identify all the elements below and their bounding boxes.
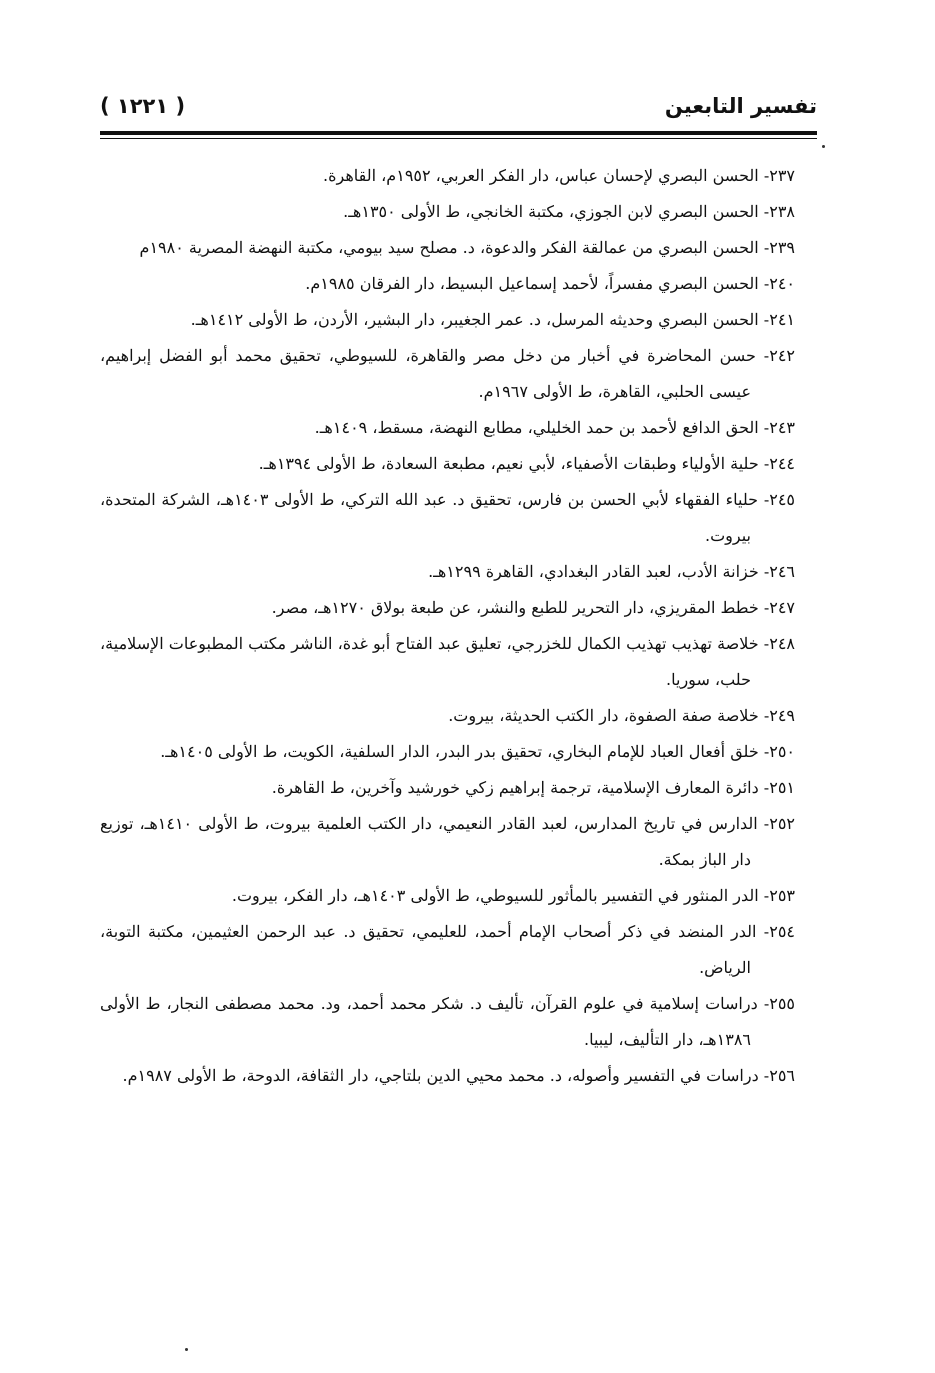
entry-number: ٢٥٠	[769, 742, 795, 761]
entry-text: - الحسن البصري وحديثه المرسل، د. عمر الجغيبر، دار البشير، الأردن، ط الأولى ١٤١٢هـ.	[190, 310, 770, 329]
entry-text: - الحسن البصري من عمالقة الفكر والدعوة، د. مصلح سيد بيومي، مكتبة النهضة المصرية ١٩٨٠م	[139, 238, 770, 257]
entry-text: - خلق أفعال العباد للإمام البخاري، تحقيق بدر البدر، الدار السلفية، الكويت، ط الأولى ١٤٠٥هـ.	[160, 742, 770, 761]
bibliography-entry	[100, 230, 795, 266]
bibliography-entry	[100, 194, 795, 230]
entry-number: ٢٣٨	[769, 202, 795, 221]
page-number: ( ١٢٢١ )	[100, 94, 186, 118]
header-rule-thick	[100, 131, 817, 135]
entry-text: - حلياء الفقهاء لأبي الحسن بن فارس، تحقيق د. عبد الله التركي، ط الأولى ١٤٠٣هـ، الشركة المتحدة، بيروت.	[100, 490, 770, 545]
bibliography-entry	[100, 302, 795, 338]
entry-text: - خطط المقريزي، دار التحرير للطبع والنشر، عن طبعة بولاق ١٢٧٠هـ، مصر.	[271, 598, 770, 617]
entry-number: ٢٥٢	[769, 814, 795, 833]
entry-text: - خلاصة تهذيب تهذيب الكمال للخزرجي، تعليق عبد الفتاح أبو غدة، الناشر مكتب المطبوعات الإسلامية، حلب، سوريا.	[100, 634, 770, 689]
entry-number: ٢٤٣	[769, 418, 795, 437]
bibliography-entry	[100, 266, 795, 302]
entry-number: ٢٥٦	[769, 1066, 795, 1085]
page-header	[100, 92, 817, 126]
bibliography-entry	[100, 914, 795, 986]
speck-mark	[822, 145, 825, 148]
entry-text: - الدر المنضد في ذكر أصحاب الإمام أحمد، للعليمي، تحقيق د. عبد الرحمن العثيمين، مكتبة التوبة، الرياض.	[100, 922, 770, 977]
bibliography-entry	[100, 338, 795, 410]
entry-number: ٢٥٤	[769, 922, 795, 941]
entry-number: ٢٥٥	[769, 994, 795, 1013]
entry-text: - خلاصة صفة الصفوة، دار الكتب الحديثة، بيروت.	[448, 706, 770, 725]
entry-number: ٢٥١	[769, 778, 795, 797]
entry-text: - الحق الدافع لأحمد بن حمد الخليلي، مطابع النهضة، مسقط، ١٤٠٩هـ.	[314, 418, 770, 437]
entry-text: - خزانة الأدب، لعبد القادر البغدادي، القاهرة ١٢٩٩هـ.	[428, 562, 770, 581]
entry-number: ٢٤٦	[769, 562, 795, 581]
bibliography-list	[100, 158, 795, 1094]
bibliography-entry	[100, 698, 795, 734]
entry-number: ٢٤٠	[769, 274, 795, 293]
bibliography-entry	[100, 590, 795, 626]
bibliography-entry	[100, 410, 795, 446]
bibliography-entry	[100, 482, 795, 554]
entry-number: ٢٤٩	[769, 706, 795, 725]
entry-text: - حسن المحاضرة في أخبار من دخل مصر والقاهرة، للسيوطي، تحقيق محمد أبو الفضل إبراهيم، عيسى الحلبي، القاهرة، ط الأولى ١٩٦٧م.	[100, 346, 770, 401]
entry-text: - الدارس في تاريخ المدارس، لعبد القادر النعيمي، دار الكتب العلمية بيروت، ط الأولى ١٤١٠هـ، توزيع دار الباز بمكة.	[100, 814, 770, 869]
entry-text: - الحسن البصري لابن الجوزي، مكتبة الخانجي، ط الأولى ١٣٥٠هـ.	[343, 202, 770, 221]
entry-text: - الحسن البصري مفسراً، لأحمد إسماعيل البسيط، دار الفرقان ١٩٨٥م.	[305, 274, 770, 293]
entry-text: - دائرة المعارف الإسلامية، ترجمة إبراهيم زكي خورشيد وآخرين، ط القاهرة.	[271, 778, 770, 797]
bibliography-entry	[100, 734, 795, 770]
bibliography-entry	[100, 770, 795, 806]
entry-number: ٢٤٧	[769, 598, 795, 617]
entry-text: - الدر المنثور في التفسير بالمأثور للسيوطي، ط الأولى ١٤٠٣هـ، دار الفكر، بيروت.	[231, 886, 770, 905]
bibliography-entry	[100, 806, 795, 878]
entry-text: - دراسات إسلامية في علوم القرآن، تأليف د. شكر محمد أحمد، ود. محمد مصطفى النجار، ط الأولى ١٣٨٦هـ، دار التأليف، ليبيا.	[100, 994, 770, 1049]
bibliography-entry	[100, 446, 795, 482]
bibliography-entry	[100, 554, 795, 590]
entry-text: - حلية الأولياء وطبقات الأصفياء، لأبي نعيم، مطبعة السعادة، ط الأولى ١٣٩٤هـ.	[258, 454, 770, 473]
entry-number: ٢٤٤	[769, 454, 795, 473]
header-rule-thin	[100, 138, 817, 139]
bibliography-entry	[100, 986, 795, 1058]
bibliography-entry	[100, 626, 795, 698]
bibliography-entry	[100, 878, 795, 914]
entry-number: ٢٣٩	[769, 238, 795, 257]
bibliography-entry	[100, 158, 795, 194]
entry-number: ٢٤٨	[769, 634, 795, 653]
entry-number: ٢٣٧	[769, 166, 795, 185]
entry-text: - الحسن البصري لإحسان عباس، دار الفكر العربي، ١٩٥٢م، القاهرة.	[323, 166, 770, 185]
entry-number: ٢٤٥	[769, 490, 795, 509]
entry-number: ٢٤١	[769, 310, 795, 329]
entry-number: ٢٤٢	[769, 346, 795, 365]
entry-text: - دراسات في التفسير وأصوله، د. محمد محيي الدين بلتاجي، دار الثقافة، الدوحة، ط الأولى ١٩٨٧م.	[122, 1066, 770, 1085]
bibliography-entry	[100, 1058, 795, 1094]
speck-mark	[185, 1348, 188, 1351]
book-title: تفسير التابعين	[664, 94, 817, 118]
entry-number: ٢٥٣	[769, 886, 795, 905]
